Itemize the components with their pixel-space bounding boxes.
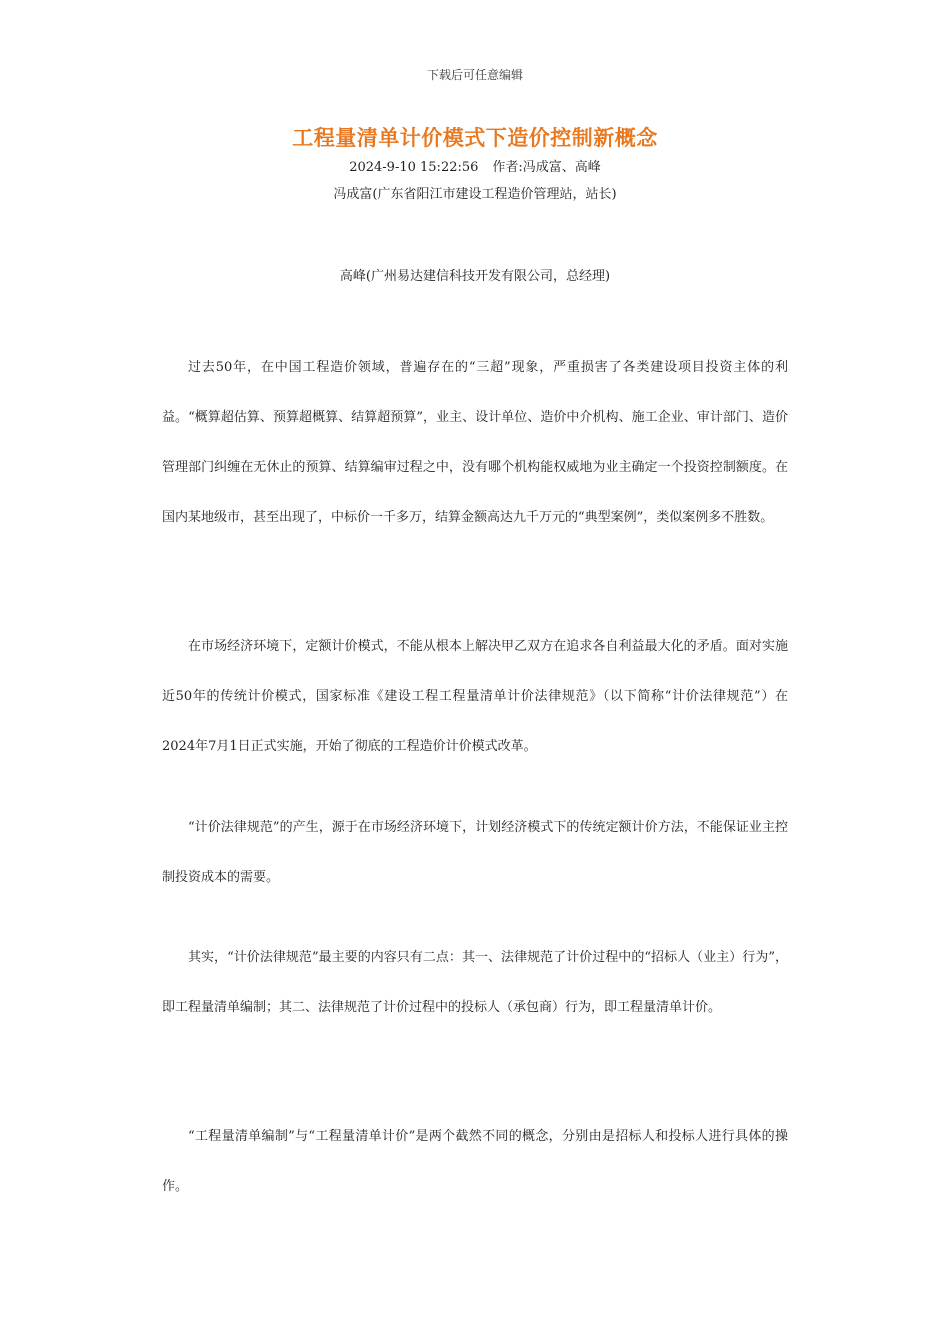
body-paragraph-2: 在市场经济环境下，定额计价模式，不能从根本上解决甲乙双方在追求各自利益最大化的矛盾。面对实施近50年的传统计价模式，国家标准《建设工程工程量清单计价法律规范》（以下简称“计价法律规范”）在2024年7月1日正式实施，开始了彻底的工程造价计价模式改革。 — [162, 639, 788, 754]
header-note: 下载后可任意编辑 — [426, 68, 523, 82]
author-affiliation-2: 高峰(广州易达建信科技开发有限公司，总经理) — [339, 269, 611, 284]
body-paragraph-3: “计价法律规范”的产生，源于在市场经济环境下，计划经济模式下的传统定额计价方法，不能保证业主控制投资成本的需要。 — [162, 820, 788, 885]
author-affiliation-1: 冯成富(广东省阳江市建设工程造价管理站，站长) — [333, 187, 617, 202]
body-paragraph-1: 过去50年，在中国工程造价领域，普遍存在的“三超”现象，严重损害了各类建设项目投资主体的利益。“概算超估算、预算超概算、结算超预算”，业主、设计单位、造价中介机构、施工企业、审计部门、造价管理部门纠缠在无休止的预算、结算编审过程之中，没有哪个机构能权威地为业主确定一个投资控制额度。在国内某地级市，甚至出现了，中标价一千多万，结算金额高达九千万元的“典型案例”，类似案例多不胜数。 — [162, 360, 788, 525]
body-paragraph-5: “工程量清单编制”与“工程量清单计价”是两个截然不同的概念，分别由是招标人和投标人进行具体的操作。 — [162, 1129, 788, 1194]
author-line: 作者:冯成富、高峰 — [492, 160, 601, 175]
article-meta — [0, 156, 950, 175]
body-paragraph-4: 其实，“计价法律规范”最主要的内容只有二点：其一、法律规范了计价过程中的“招标人（业主）行为”，即工程量清单编制；其二、法律规范了计价过程中的投标人（承包商）行为，即工程量清单计价。 — [162, 950, 788, 1015]
article-title: 工程量清单计价模式下造价控制新概念 — [292, 125, 658, 150]
publish-datetime: 2024-9-10 15:22:56 — [349, 160, 479, 175]
